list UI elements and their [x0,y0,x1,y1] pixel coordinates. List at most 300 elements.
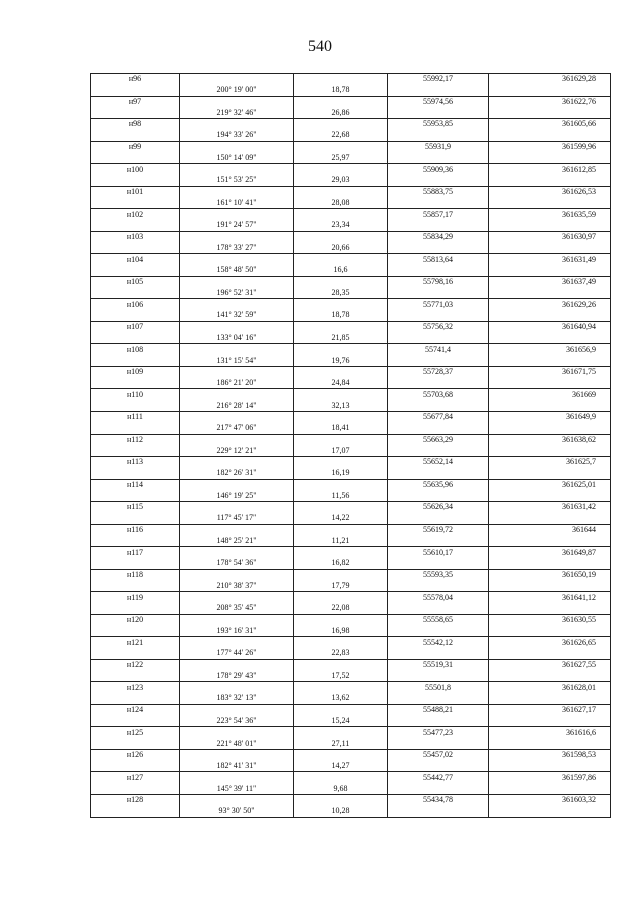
distance-cell [294,299,388,310]
point-name: н109 [91,366,180,377]
point-name [91,626,180,637]
segment-row [91,558,611,569]
point-row [91,637,611,648]
y-coordinate [489,626,611,637]
distance: 25,97 [294,152,388,163]
point-name [91,152,180,163]
distance: 14,22 [294,513,388,524]
y-coordinate: 361626,53 [489,186,611,197]
point-row [91,209,611,220]
point-name: н125 [91,727,180,738]
direction-angle: 221° 48' 01" [180,738,294,749]
y-coordinate: 361630,97 [489,231,611,242]
x-coordinate: 55519,31 [388,659,489,670]
direction-angle: 177° 44' 26" [180,648,294,659]
direction-angle: 186° 21' 20" [180,378,294,389]
direction-angle: 200° 19' 00" [180,85,294,96]
point-name: н114 [91,479,180,490]
point-name: н127 [91,772,180,783]
y-coordinate: 361625,7 [489,457,611,468]
point-name [91,220,180,231]
y-coordinate [489,107,611,118]
point-row [91,254,611,265]
point-row [91,659,611,670]
x-coordinate: 55442,77 [388,772,489,783]
y-coordinate: 361650,19 [489,569,611,580]
point-name: н110 [91,389,180,400]
segment-row [91,220,611,231]
point-name [91,693,180,704]
distance: 29,03 [294,175,388,186]
x-coordinate: 55703,68 [388,389,489,400]
x-coordinate [388,197,489,208]
y-coordinate: 361598,53 [489,749,611,760]
segment-row [91,603,611,614]
x-coordinate [388,626,489,637]
angle-cell [180,96,294,107]
x-coordinate: 55635,96 [388,479,489,490]
direction-angle: 141° 32' 59" [180,310,294,321]
distance: 22,08 [294,603,388,614]
page-number: 540 [308,38,332,55]
point-name [91,333,180,344]
y-coordinate [489,806,611,817]
distance: 16,82 [294,558,388,569]
point-name: н97 [91,96,180,107]
x-coordinate: 55771,03 [388,299,489,310]
x-coordinate [388,806,489,817]
point-name [91,423,180,434]
distance-cell [294,141,388,152]
point-name: н98 [91,119,180,130]
x-coordinate [388,220,489,231]
point-name: н105 [91,276,180,287]
distance: 18,78 [294,310,388,321]
distance: 32,13 [294,400,388,411]
x-coordinate: 55728,37 [388,366,489,377]
direction-angle: 158° 48' 50" [180,265,294,276]
point-row [91,592,611,603]
y-coordinate [489,152,611,163]
x-coordinate: 55953,85 [388,119,489,130]
y-coordinate: 361631,49 [489,254,611,265]
y-coordinate: 361597,86 [489,772,611,783]
x-coordinate: 55834,29 [388,231,489,242]
direction-angle: 148° 25' 21" [180,535,294,546]
angle-cell [180,727,294,738]
x-coordinate: 55626,34 [388,502,489,513]
x-coordinate [388,580,489,591]
y-coordinate [489,693,611,704]
x-coordinate [388,468,489,479]
segment-row [91,85,611,96]
segment-row [91,716,611,727]
angle-cell [180,209,294,220]
point-row [91,524,611,535]
point-name: н101 [91,186,180,197]
angle-cell [180,704,294,715]
point-name [91,738,180,749]
point-name [91,671,180,682]
direction-angle: 194° 33' 26" [180,130,294,141]
angle-cell [180,231,294,242]
x-coordinate: 55756,32 [388,321,489,332]
segment-row [91,242,611,253]
y-coordinate: 361625,01 [489,479,611,490]
x-coordinate: 55883,75 [388,186,489,197]
y-coordinate: 361627,55 [489,659,611,670]
distance-cell [294,457,388,468]
angle-cell [180,479,294,490]
distance: 11,21 [294,535,388,546]
x-coordinate [388,648,489,659]
y-coordinate [489,671,611,682]
direction-angle: 178° 33' 27" [180,242,294,253]
distance-cell [294,704,388,715]
angle-cell [180,637,294,648]
segment-row [91,265,611,276]
segment-row [91,468,611,479]
angle-cell [180,502,294,513]
point-name: н107 [91,321,180,332]
direction-angle: 117° 45' 17" [180,513,294,524]
distance: 16,6 [294,265,388,276]
point-name: н116 [91,524,180,535]
segment-row [91,423,611,434]
point-name: н122 [91,659,180,670]
y-coordinate [489,513,611,524]
x-coordinate [388,535,489,546]
distance-cell [294,119,388,130]
angle-cell [180,141,294,152]
y-coordinate: 361644 [489,524,611,535]
distance: 24,84 [294,378,388,389]
y-coordinate [489,738,611,749]
distance-cell [294,231,388,242]
x-coordinate: 55434,78 [388,795,489,806]
angle-cell [180,772,294,783]
segment-row [91,107,611,118]
y-coordinate [489,333,611,344]
point-name [91,175,180,186]
point-name [91,580,180,591]
point-row [91,614,611,625]
point-name [91,648,180,659]
angle-cell [180,457,294,468]
point-row [91,276,611,287]
x-coordinate [388,671,489,682]
segment-row [91,175,611,186]
distance-cell [294,366,388,377]
distance: 19,76 [294,355,388,366]
x-coordinate [388,265,489,276]
direction-angle: 216° 28' 14" [180,400,294,411]
distance-cell [294,795,388,806]
point-name [91,197,180,208]
x-coordinate [388,310,489,321]
x-coordinate: 55677,84 [388,411,489,422]
y-coordinate [489,603,611,614]
distance-cell [294,389,388,400]
y-coordinate [489,716,611,727]
point-name [91,716,180,727]
point-row [91,119,611,130]
distance-cell [294,434,388,445]
segment-row [91,333,611,344]
angle-cell [180,74,294,85]
point-name [91,558,180,569]
distance-cell [294,254,388,265]
y-coordinate: 361599,96 [489,141,611,152]
point-row [91,457,611,468]
distance: 21,85 [294,333,388,344]
point-name [91,265,180,276]
x-coordinate [388,558,489,569]
direction-angle: 210° 38' 37" [180,580,294,591]
y-coordinate: 361641,12 [489,592,611,603]
x-coordinate: 55909,36 [388,164,489,175]
distance-cell [294,164,388,175]
y-coordinate: 361628,01 [489,682,611,693]
x-coordinate: 55974,56 [388,96,489,107]
x-coordinate [388,716,489,727]
x-coordinate [388,355,489,366]
distance: 28,08 [294,197,388,208]
x-coordinate [388,783,489,794]
x-coordinate [388,130,489,141]
direction-angle: 146° 19' 25" [180,490,294,501]
point-name: н119 [91,592,180,603]
distance-cell [294,772,388,783]
point-name: н106 [91,299,180,310]
angle-cell [180,547,294,558]
x-coordinate: 55501,8 [388,682,489,693]
direction-angle: 182° 26' 31" [180,468,294,479]
segment-row [91,378,611,389]
point-name [91,130,180,141]
y-coordinate: 361669 [489,389,611,400]
distance-cell [294,344,388,355]
y-coordinate [489,220,611,231]
distance: 17,79 [294,580,388,591]
point-row [91,141,611,152]
distance-cell [294,659,388,670]
y-coordinate: 361603,32 [489,795,611,806]
point-row [91,479,611,490]
direction-angle: 182° 41' 31" [180,761,294,772]
x-coordinate: 55488,21 [388,704,489,715]
point-name: н121 [91,637,180,648]
point-name [91,513,180,524]
direction-angle: 183° 32' 13" [180,693,294,704]
segment-row [91,693,611,704]
distance: 13,62 [294,693,388,704]
y-coordinate [489,535,611,546]
x-coordinate [388,85,489,96]
segment-row [91,671,611,682]
point-name [91,107,180,118]
direction-angle: 196° 52' 31" [180,288,294,299]
y-coordinate: 361649,87 [489,547,611,558]
x-coordinate: 55931,9 [388,141,489,152]
distance: 28,35 [294,288,388,299]
distance-cell [294,321,388,332]
angle-cell [180,276,294,287]
direction-angle: 191° 24' 57" [180,220,294,231]
y-coordinate: 361616,6 [489,727,611,738]
x-coordinate: 55542,12 [388,637,489,648]
point-name [91,535,180,546]
point-row [91,344,611,355]
point-name: н96 [91,74,180,85]
direction-angle: 229° 12' 21" [180,445,294,456]
y-coordinate [489,378,611,389]
x-coordinate [388,693,489,704]
distance: 23,34 [294,220,388,231]
point-row [91,749,611,760]
point-name: н112 [91,434,180,445]
y-coordinate: 361656,9 [489,344,611,355]
segment-row [91,197,611,208]
y-coordinate [489,468,611,479]
y-coordinate [489,85,611,96]
angle-cell [180,299,294,310]
segment-row [91,738,611,749]
direction-angle: 161° 10' 41" [180,197,294,208]
point-name [91,490,180,501]
y-coordinate: 361627,17 [489,704,611,715]
x-coordinate [388,378,489,389]
segment-row [91,445,611,456]
point-row [91,366,611,377]
point-row [91,547,611,558]
distance-cell [294,614,388,625]
x-coordinate [388,152,489,163]
x-coordinate: 55992,17 [388,74,489,85]
direction-angle: 217° 47' 06" [180,423,294,434]
point-row [91,727,611,738]
distance: 15,24 [294,716,388,727]
angle-cell [180,682,294,693]
angle-cell [180,795,294,806]
point-name [91,603,180,614]
segment-row [91,626,611,637]
point-name: н99 [91,141,180,152]
point-name: н100 [91,164,180,175]
segment-row [91,310,611,321]
point-row [91,74,611,85]
y-coordinate: 361605,66 [489,119,611,130]
angle-cell [180,254,294,265]
point-row [91,502,611,513]
distance: 16,19 [294,468,388,479]
distance-cell [294,209,388,220]
distance-cell [294,547,388,558]
segment-row [91,761,611,772]
direction-angle: 193° 16' 31" [180,626,294,637]
point-name: н113 [91,457,180,468]
direction-angle: 151° 53' 25" [180,175,294,186]
point-name: н124 [91,704,180,715]
segment-row [91,513,611,524]
y-coordinate: 361630,55 [489,614,611,625]
y-coordinate [489,130,611,141]
distance: 10,28 [294,806,388,817]
angle-cell [180,389,294,400]
y-coordinate: 361635,59 [489,209,611,220]
point-name: н102 [91,209,180,220]
x-coordinate [388,603,489,614]
angle-cell [180,524,294,535]
direction-angle: 178° 54' 36" [180,558,294,569]
x-coordinate [388,423,489,434]
distance: 11,56 [294,490,388,501]
distance: 26,86 [294,107,388,118]
angle-cell [180,366,294,377]
y-coordinate: 361637,49 [489,276,611,287]
y-coordinate [489,580,611,591]
angle-cell [180,592,294,603]
point-name [91,378,180,389]
y-coordinate: 361612,85 [489,164,611,175]
y-coordinate [489,310,611,321]
distance-cell [294,502,388,513]
point-row [91,795,611,806]
point-row [91,569,611,580]
point-row [91,299,611,310]
y-coordinate [489,242,611,253]
x-coordinate [388,445,489,456]
direction-angle: 223° 54' 36" [180,716,294,727]
point-name [91,806,180,817]
segment-row [91,648,611,659]
direction-angle: 145° 39' 11" [180,783,294,794]
x-coordinate: 55457,02 [388,749,489,760]
point-name [91,85,180,96]
segment-row [91,580,611,591]
x-coordinate [388,175,489,186]
distance-cell [294,637,388,648]
x-coordinate [388,333,489,344]
y-coordinate: 361649,9 [489,411,611,422]
x-coordinate: 55813,64 [388,254,489,265]
point-row [91,682,611,693]
x-coordinate [388,738,489,749]
angle-cell [180,186,294,197]
y-coordinate [489,265,611,276]
point-name: н120 [91,614,180,625]
segment-row [91,130,611,141]
point-name: н126 [91,749,180,760]
distance: 17,52 [294,671,388,682]
x-coordinate: 55652,14 [388,457,489,468]
x-coordinate: 55619,72 [388,524,489,535]
y-coordinate [489,783,611,794]
angle-cell [180,569,294,580]
point-name: н117 [91,547,180,558]
distance-cell [294,186,388,197]
segment-row [91,288,611,299]
point-name: н104 [91,254,180,265]
y-coordinate: 361622,76 [489,96,611,107]
y-coordinate: 361638,62 [489,434,611,445]
distance-cell [294,569,388,580]
distance: 16,98 [294,626,388,637]
distance: 22,68 [294,130,388,141]
distance: 17,07 [294,445,388,456]
y-coordinate: 361631,42 [489,502,611,513]
direction-angle: 208° 35' 45" [180,603,294,614]
